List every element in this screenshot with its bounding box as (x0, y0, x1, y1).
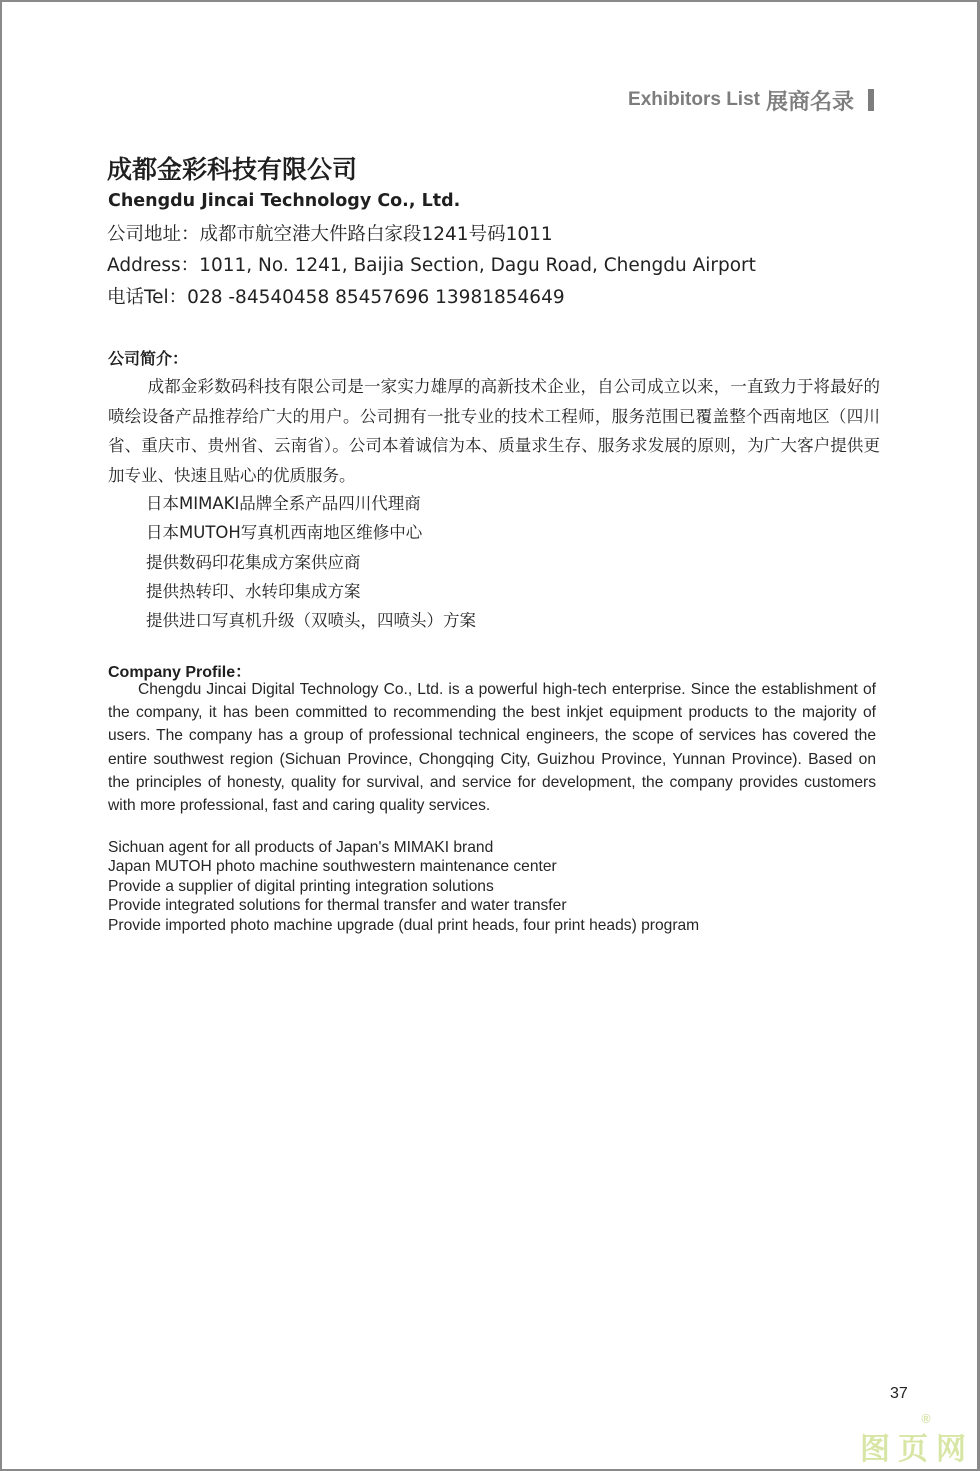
profile-cn-list (146, 489, 476, 635)
company-address-cn: 公司地址：成都市航空港大件路白家段1241号码1011 (107, 224, 553, 245)
list-item: Japan MUTOH photo machine southwestern maintenance center (108, 858, 557, 876)
registered-mark-icon: ® (920, 1412, 932, 1426)
list-item: Provide integrated solutions for thermal transfer and water transfer (108, 897, 567, 915)
profile-en-heading: Company Profile： (108, 664, 252, 681)
profile-cn-paragraph: 成都金彩数码科技有限公司是一家实力雄厚的高新技术企业，自公司成立以来，一直致力于将最好的喷绘设备产品推荐给广大的用户。公司拥有一批专业的技术工程师，服务范围已覆盖整个西南地区（四川省、重庆市、贵州省、云南省）。公司本着诚信为本、质量求生存、服务求发展的原则，为广大客户提供更加专业、快速且贴心的优质服务。 (108, 377, 880, 485)
page-number: 37 (890, 1385, 908, 1402)
list-item: Provide a supplier of digital printing integration solutions (108, 877, 494, 895)
company-name-en: Chengdu Jincai Technology Co., Ltd. (108, 191, 461, 211)
list-item: 提供进口写真机升级（双喷头，四喷头）方案 (146, 611, 476, 631)
company-phone: 电话Tel：028 -84540458 85457696 13981854649 (107, 287, 565, 308)
list-item: 日本MUTOH写真机西南地区维修中心 (146, 523, 423, 543)
profile-en-list (108, 838, 699, 935)
list-item: 提供热转印、水转印集成方案 (146, 581, 361, 601)
list-item: 提供数码印花集成方案供应商 (146, 552, 361, 572)
list-item: 日本MIMAKI品牌全系产品四川代理商 (146, 494, 421, 513)
list-item: Provide imported photo machine upgrade (dual print heads, four print heads) program (108, 916, 700, 934)
profile-cn-heading: 公司简介： (108, 349, 189, 368)
company-address-en: Address：1011, No. 1241, Baijia Section, Dagu Road, Chengdu Airport (107, 255, 756, 276)
list-item: Sichuan agent for all products of Japan's MIMAKI brand (108, 839, 494, 856)
company-name-cn: 成都金彩科技有限公司 (107, 155, 358, 184)
profile-en-paragraph: Chengdu Jincai Digital Technology Co., Ltd. is a powerful high-tech enterprise. Since the establishment of the company, it has been committed to recommending the best inkjet equipment products to the majority of users. The company has a group of professional technical engineers, the scope of services has covered the entire southwest region (Sichuan Province, Chongqing City, Guizhou Province, Yunnan Province). Based on the principles of honesty, quality for survival, and service for development, the company provides customers with more professional, fast and caring quality services. (108, 681, 876, 815)
section-header (628, 85, 874, 115)
watermark-logo: 图页网 (860, 1432, 974, 1467)
section-title-cn: 展商名录 (765, 89, 854, 115)
header-bar-marker (868, 89, 874, 111)
section-title-en: Exhibitors List (628, 89, 760, 110)
